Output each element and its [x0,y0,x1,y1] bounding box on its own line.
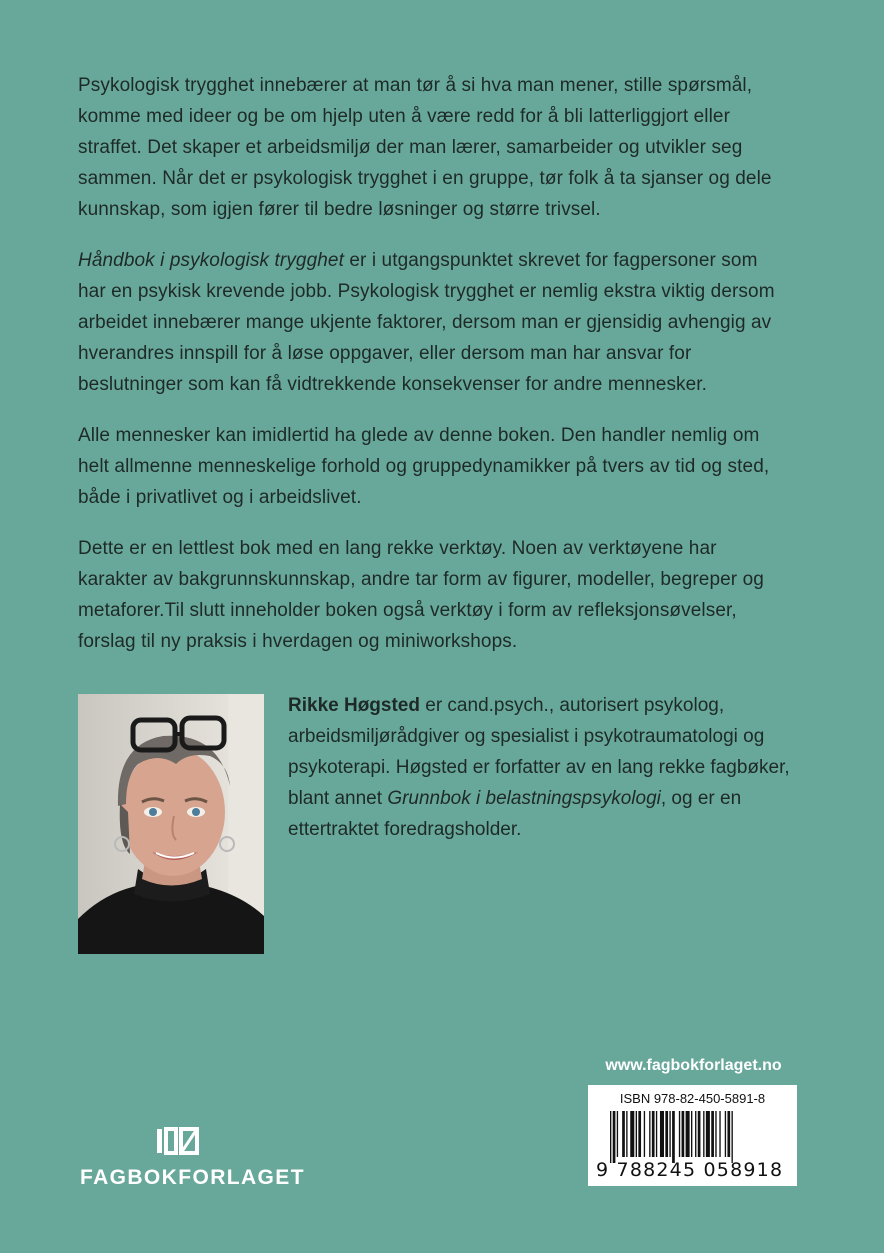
author-bio-text-2: , og er en ettertraktet foredragsholder. [288,788,742,840]
book-title: Håndbok i psykologisk trygghet [78,250,344,271]
author-name: Rikke Høgsted [288,695,420,716]
publisher-website: www.fagbokforlaget.no [605,1057,782,1074]
isbn-label: ISBN 978-82-450-5891-8 [619,1091,766,1106]
author-book-title: Grunnbok i belastningspsykologi [387,788,661,809]
barcode-bars [610,1111,778,1163]
author-bio-text-1: er cand.psych., autorisert psykolog, arbeidsmiljørådgiver og spesialist i psykotraumatologi og psykoterapi. Høgsted er forfatter av en lang rekke fagbøker, blant annet [288,695,790,809]
back-cover-blurb [78,70,778,677]
blurb-paragraph-2 [78,245,778,400]
blurb-paragraph-3: Alle mennesker kan imidlertid ha glede av denne boken. Den handler nemlig om helt allmenne menneskelige forhold og gruppedynamikker på tvers av tid og sted, både i privatlivet og i arbeidslivet. [78,425,770,508]
author-bio [288,690,808,845]
barcode-digits: 9 788245 058918 [596,1159,784,1181]
isbn-barcode [588,1085,797,1186]
author-photo [78,694,264,954]
publisher-name: FAGBOKFORLAGET [80,1166,305,1189]
blurb-paragraph-1: Psykologisk trygghet innebærer at man tør å si hva man mener, stille spørsmål, komme med ideer og be om hjelp uten å være redd for å bli latterliggjort eller straffet. Det skaper et arbeidsmiljø der man lærer, samarbeider og utvikler seg sammen. Når det er psykologisk trygghet i en gruppe, tør folk å ta sjanser og dele kunnskap, som igjen fører til bedre løsninger og større trivsel. [78,75,772,220]
blurb-paragraph-4: Dette er en lettlest bok med en lang rekke verktøy. Noen av verktøyene har karakter av bakgrunnskunnskap, andre tar form av figurer, modeller, begreper og metaforer.Til slutt inneholder boken også verktøy i form av refleksjonsøvelser, forslag til ny praksis i hverdagen og miniworkshops. [78,538,764,652]
blurb-paragraph-2-text: er i utgangspunktet skrevet for fagpersoner som har en psykisk krevende jobb. Psykologisk trygghet er nemlig ekstra viktig dersom arbeidet innebærer mange ukjente faktorer, dersom man er gjensidig avhengig av hverandres innspill for å løse oppgaver, eller dersom man har ansvar for beslutninger som kan få vidtrekkende konsekvenser for andre mennesker. [78,250,775,395]
fagbokforlaget-logo-icon [157,1127,199,1155]
